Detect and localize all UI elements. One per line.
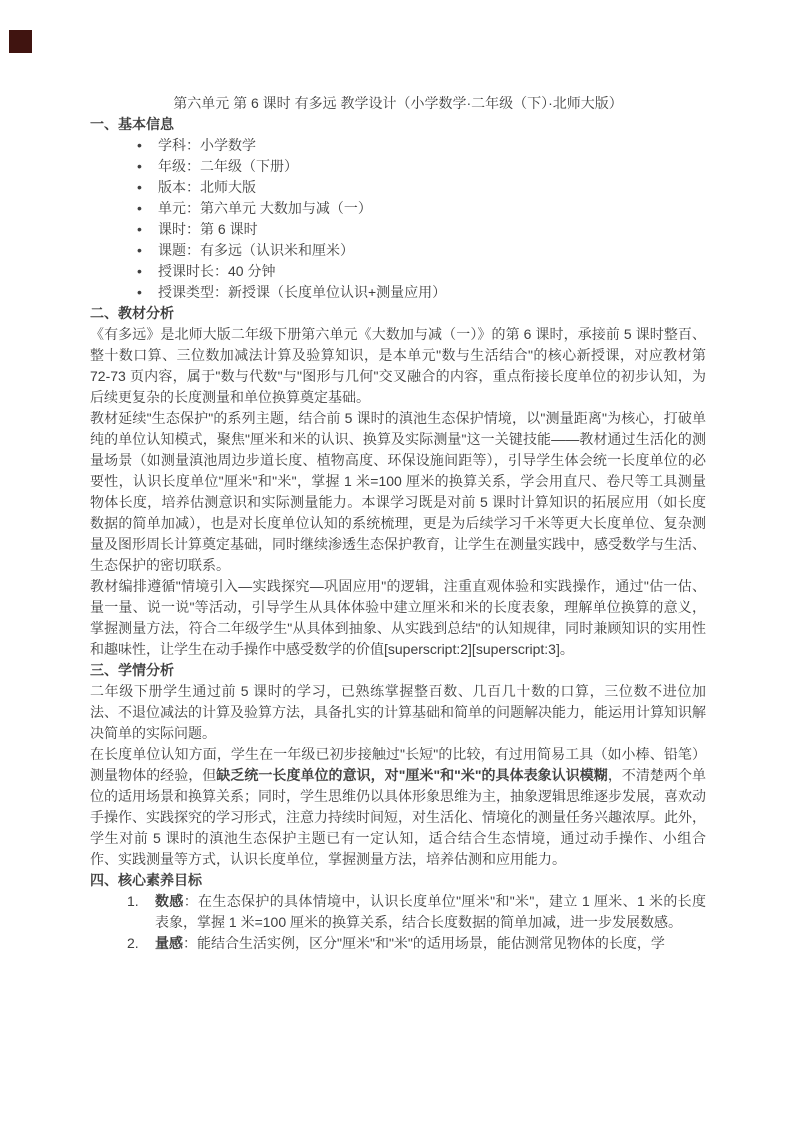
document-title: 第六单元 第 6 课时 有多远 教学设计（小学数学·二年级（下）·北师大版） [173, 95, 623, 111]
paragraph [90, 744, 706, 870]
bullet-item-text: 课时：第 6 课时 [158, 221, 258, 237]
number-marker: 2. [127, 935, 139, 951]
bullet-item-text: 授课类型：新授课（长度单位认识+测量应用） [158, 284, 447, 300]
document-body [90, 114, 706, 954]
paragraph [90, 324, 706, 408]
bullet-item [90, 198, 706, 219]
bullet-item [90, 156, 706, 177]
bullet-item [90, 240, 706, 261]
numbered-item [90, 891, 706, 933]
paragraph [90, 408, 706, 576]
section-heading: 二、教材分析 [90, 305, 174, 321]
paragraph [90, 576, 706, 660]
number-marker: 1. [127, 893, 139, 909]
bullet-icon: • [137, 179, 142, 195]
text-run: 教材编排遵循"情境引入—实践探究—巩固应用"的逻辑，注重直观体验和实践操作，通过"估一估、量一量、说一说"等活动，引导学生从具体体验中建立厘米和米的长度表象，理解单位换算的意义，掌握测量方法，符合二年级学生"从具体到抽象、从实践到总结"的认知规律，同时兼顾知识的实用性和趣味性，让学生在动手操作中感受数学的价值 [90, 578, 706, 657]
bullet-item-text: 授课时长：40 分钟 [158, 263, 276, 279]
bullet-item [90, 177, 706, 198]
bold-text-run: 量感 [155, 935, 183, 951]
bold-text-run: 数感 [155, 893, 184, 909]
bullet-icon: • [137, 242, 142, 258]
bullet-item-text: 学科：小学数学 [158, 137, 256, 153]
bullet-item [90, 282, 706, 303]
section-heading: 三、学情分析 [90, 662, 174, 678]
numbered-item [90, 933, 706, 954]
bullet-item-text: 年级：二年级（下册） [158, 158, 298, 174]
bullet-item [90, 135, 706, 156]
text-run: ，不清楚两个单位的适用场景和换算关系；同时，学生思维仍以具体形象思维为主，抽象逻辑思维逐步发展，喜欢动手操作、实践探究的学习形式，注意力持续时间短，对生活化、情境化的测量任务兴趣浓厚。此外，学生对前 5 课时的滇池生态保护主题已有一定认知，适合结合生态情境，通过动手操作、小组合作、实践测量等方式，认识长度单位，掌握测量方法，培养估测和应用能力。 [90, 767, 707, 867]
corner-mark [9, 30, 32, 53]
bullet-icon: • [137, 221, 142, 237]
bold-text-run: 缺乏统一长度单位的意识，对"厘米"和"米"的具体表象认识模糊 [216, 767, 608, 783]
bullet-item [90, 219, 706, 240]
text-run: 教材延续"生态保护"的系列主题，结合前 5 课时的滇池生态保护情境，以"测量距离"为核心，打破单纯的单位认知模式，聚焦"厘米和米的认识、换算及实际测量"这一关键技能——教材通过生活化的测量场景（如测量滇池周边步道长度、植物高度、环保设施间距等），引导学生体会统一长度单位的必要性，认识长度单位"厘米"和"米"，掌握 1 米=100 厘米的换算关系，学会用直尺、卷尺等工具测量物体长度，培养估测意识和实际测量能力。本课学习既是对前 5 课时计算知识的拓展应用（如长度数据的简单加减），也是对长度单位认知的系统梳理，更是为后续学习千米等更大长度单位、复杂测量及图形周长计算奠定基础，同时继续渗透生态保护教育，让学生在测量实践中，感受数学与生活、生态保护的密切联系。 [90, 410, 706, 573]
document-content [90, 93, 706, 954]
bullet-icon: • [137, 158, 142, 174]
bullet-icon: • [137, 137, 142, 153]
text-run: ：能结合生活实例，区分"厘米"和"米"的适用场景，能估测常见物体的长度，学 [183, 935, 665, 951]
text-run: ：在生态保护的具体情境中，认识长度单位"厘米"和"米"，建立 1 厘米、1 米的长度表象，掌握 1 米=100 厘米的换算关系，结合长度数据的简单加减，进一步发展数感。 [155, 893, 707, 930]
text-run: 二年级下册学生通过前 5 课时的学习，已熟练掌握整百数、几百几十数的口算，三位数不进位加法、不退位减法的计算及验算方法，具备扎实的计算基础和简单的问题解决能力，能运用计算知识解决简单的实际问题。 [90, 683, 706, 741]
section-heading: 一、基本信息 [90, 116, 174, 132]
text-run: 。 [559, 641, 574, 657]
text-run: 《有多远》是北师大版二年级下册第六单元《大数加与减（一）》的第 6 课时，承接前 5 课时整百、整十数口算、三位数加减法计算及验算知识，是本单元"数与生活结合"的核心新授课，对应教材第 72-73 页内容，属于"数与代数"与"图形与几何"交叉融合的内容，重点衔接长度单位的初步认知，为后续更复杂的长度测量和单位换算奠定基础。 [90, 326, 706, 405]
paragraph [90, 681, 706, 744]
bullet-item-text: 课题：有多远（认识米和厘米） [158, 242, 354, 258]
text-run: 在长度单位认知方面，学生在一年级已初步接触过"长短"的比较，有过用简易工具（如小棒、铅笔）测量物体的经验，但 [90, 746, 706, 783]
bullet-icon: • [137, 200, 142, 216]
bullet-item-text: 单元：第六单元 大数加与减（一） [158, 200, 372, 216]
bullet-item-text: 版本：北师大版 [158, 179, 256, 195]
bullet-icon: • [137, 284, 142, 300]
bullet-item [90, 261, 706, 282]
bullet-icon: • [137, 263, 142, 279]
section-heading: 四、核心素养目标 [90, 872, 202, 888]
text-run: [superscript:2][superscript:3] [384, 641, 560, 657]
